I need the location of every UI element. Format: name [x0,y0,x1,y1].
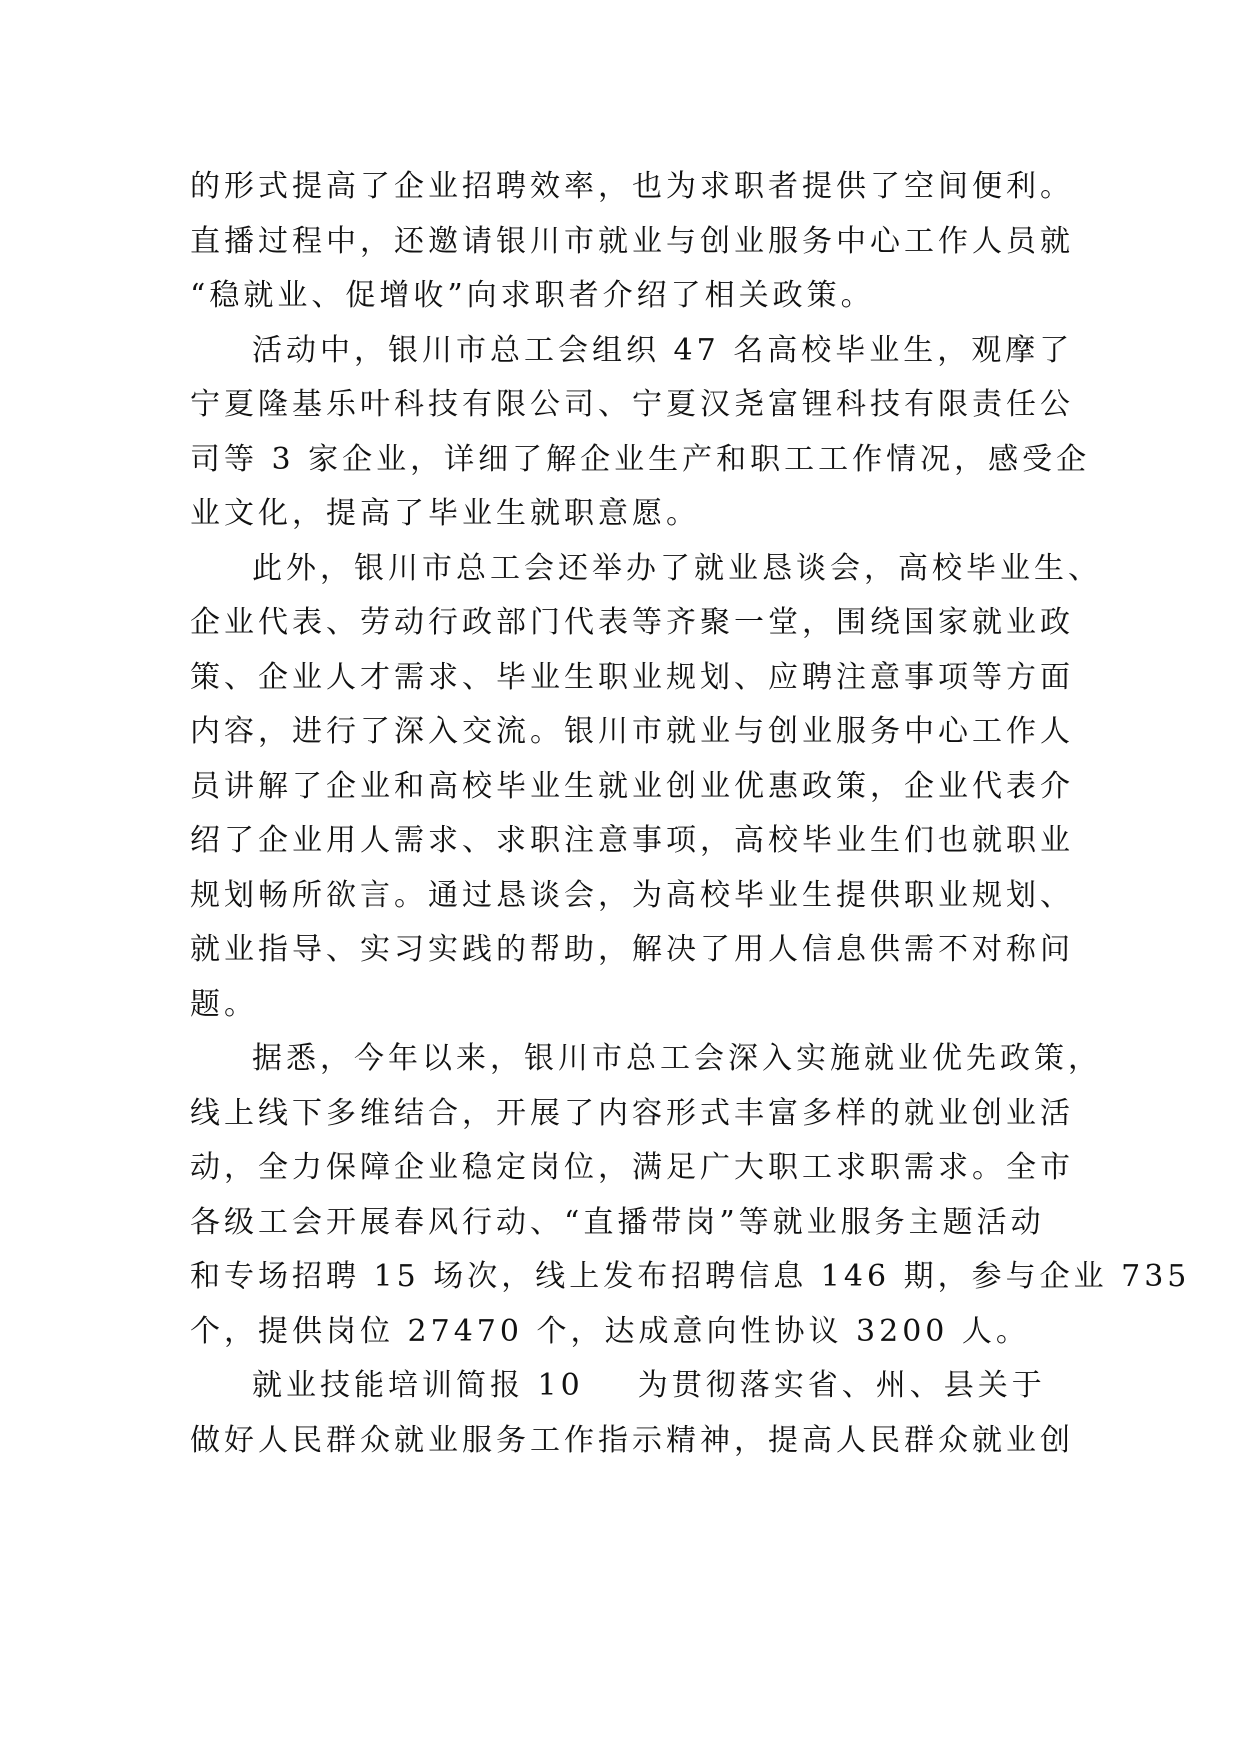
paragraph-line: 据悉，今年以来，银川市总工会深入实施就业优先政策， [252,1041,1102,1076]
paragraph-line: 此外，银川市总工会还举办了就业恳谈会，高校毕业生、 [252,550,1102,586]
paragraph-line: 和专场招聘 15 场次，线上发布招聘信息 146 期，参与企业 735 [190,1259,1191,1294]
paragraph-line: 题。 [190,986,258,1022]
paragraph-line: 规划畅所欲言。通过恳谈会，为高校毕业生提供职业规划、 [190,877,1074,913]
paragraph-line: 做好人民群众就业服务工作指示精神，提高人民群众就业创 [190,1422,1074,1458]
paragraph-text: 为贯彻落实省、州、县关于 [637,1368,1046,1403]
paragraph-line: 宁夏隆基乐叶科技有限公司、宁夏汉尧富锂科技有限责任公 [190,387,1074,422]
paragraph-line: 员讲解了企业和高校毕业生就业创业优惠政策，企业代表介 [190,768,1074,804]
heading-inline: 就业技能培训简报 10 [252,1368,584,1403]
paragraph-line: 线上线下多维结合，开展了内容形式丰富多样的就业创业活 [190,1095,1074,1131]
paragraph-line: 各级工会开展春风行动、“直播带岗”等就业服务主题活动 [190,1204,1045,1240]
paragraph-line: 的形式提高了企业招聘效率，也为求职者提供了空间便利。 [190,169,1074,204]
paragraph-line: 绍了企业用人需求、求职注意事项，高校毕业生们也就职业 [190,823,1074,858]
paragraph-line: 个，提供岗位 27470 个，达成意向性协议 3200 人。 [190,1313,1030,1349]
paragraph-line: 直播过程中，还邀请银川市就业与创业服务中心工作人员就 [190,223,1074,259]
paragraph-line: 司等 3 家企业，详细了解企业生产和职工工作情况，感受企 [190,441,1091,477]
paragraph-line: 策、企业人才需求、毕业生职业规划、应聘注意事项等方面 [190,659,1074,695]
paragraph-line: 内容，进行了深入交流。银川市就业与创业服务中心工作人 [190,714,1074,749]
paragraph-line: 就业指导、实习实践的帮助，解决了用人信息供需不对称问 [190,932,1074,967]
paragraph-line: 动，全力保障企业稳定岗位，满足广大职工求职需求。全市 [190,1150,1074,1185]
paragraph-line: 企业代表、劳动行政部门代表等齐聚一堂，围绕国家就业政 [190,605,1074,640]
paragraph-line: “稳就业、促增收”向求职者介绍了相关政策。 [190,278,875,313]
paragraph-line: 业文化，提高了毕业生就职意愿。 [190,496,700,531]
paragraph-line [190,1359,1065,1414]
document-body [190,160,1191,1468]
paragraph-line: 活动中，银川市总工会组织 47 名高校毕业生，观摩了 [252,332,1074,368]
